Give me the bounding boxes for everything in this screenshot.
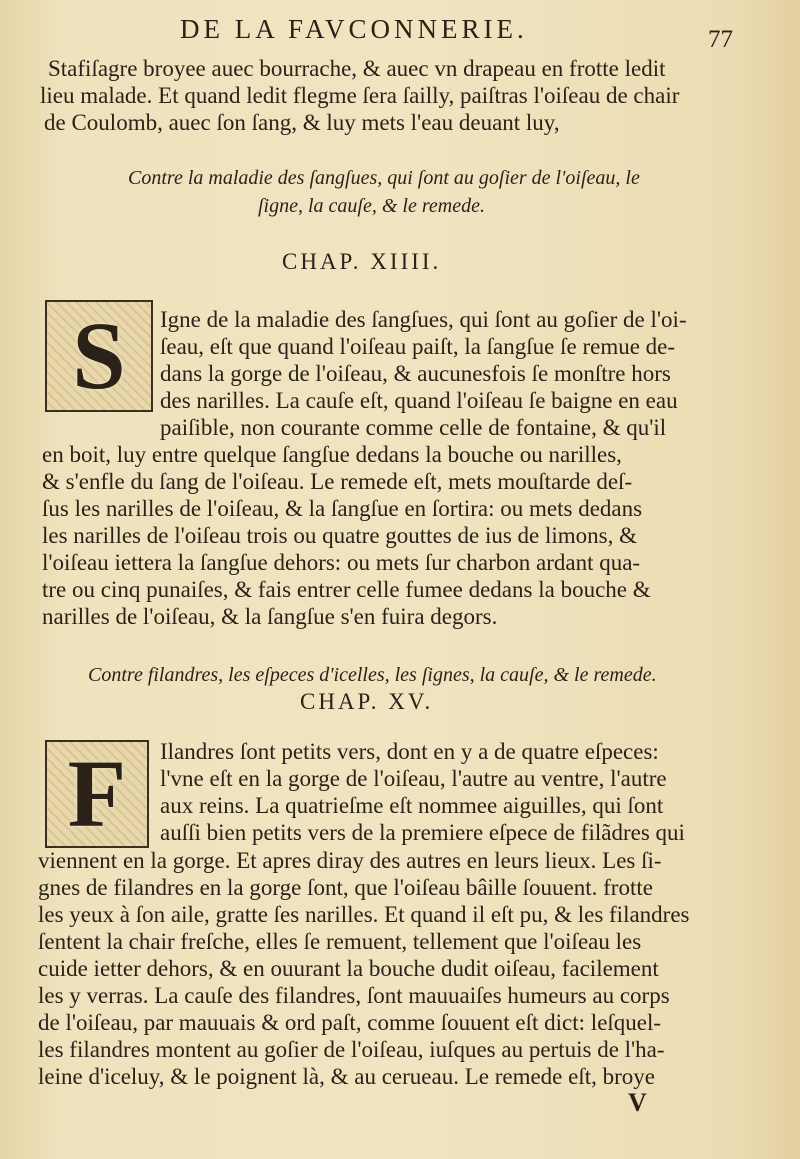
text-line: viennent en la gorge. Et apres diray des autres en leurs lieux. Les ſi- (38, 848, 662, 873)
text-line: & s'enfle du ſang de l'oiſeau. Le remede eſt, mets mouſtarde deſ- (42, 469, 633, 494)
section-heading: ſigne, la cauſe, & le remede. (258, 195, 485, 217)
section-heading: Contre filandres, les eſpeces d'icelles, les ſignes, la cauſe, & le remede. (88, 664, 657, 686)
drop-cap (45, 300, 153, 412)
text-line: dans la gorge de l'oiſeau, & aucunesfois ſe monſtre hors (160, 361, 671, 386)
signature-mark: V (628, 1088, 647, 1117)
text-line: Ilandres ſont petits vers, dont en y a de quatre eſpeces: (160, 739, 659, 764)
text-line: lieu malade. Et quand ledit flegme ſera ſailly, paiſtras l'oiſeau de chair (40, 83, 680, 108)
text-line: narilles de l'oiſeau, & la ſangſue s'en fuira degors. (42, 604, 498, 629)
text-line: de Coulomb, auec ſon ſang, & luy mets l'eau deuant luy, (44, 110, 560, 135)
drop-cap-letter: S (72, 302, 126, 409)
text-line: auſſi bien petits vers de la premiere eſpece de filãdres qui (160, 820, 685, 845)
drop-cap-letter: F (67, 740, 127, 847)
text-line: Igne de la maladie des ſangſues, qui ſont au goſier de l'oi- (160, 307, 687, 332)
text-line: aux reins. La quatrieſme eſt nommee aiguilles, qui ſont (160, 793, 664, 818)
text-line: tre ou cinq punaiſes, & fais entrer celle fumee dedans la bouche & (42, 577, 651, 602)
text-line: ſus les narilles de l'oiſeau, & la ſangſue en ſortira: ou mets dedans (42, 496, 643, 521)
text-line: les narilles de l'oiſeau trois ou quatre gouttes de ius de limons, & (42, 523, 638, 548)
text-line: les filandres montent au goſier de l'oiſeau, iuſques au pertuis de l'ha- (38, 1037, 665, 1062)
section-heading: Contre la maladie des ſangſues, qui ſont au goſier de l'oiſeau, le (128, 167, 640, 189)
text-line: des narilles. La cauſe eſt, quand l'oiſeau ſe baigne en eau (160, 388, 678, 413)
text-line: gnes de filandres en la gorge ſont, que l'oiſeau bâille ſouuent. frotte (38, 875, 653, 900)
running-title: DE LA FAVCONNERIE. (180, 14, 528, 44)
text-line: en boit, luy entre quelque ſangſue dedans la bouche ou narilles, (42, 442, 622, 467)
text-line: paiſible, non courante comme celle de fontaine, & qu'il (160, 415, 667, 440)
text-line: de l'oiſeau, par mauuais & ord paſt, comme ſouuent eſt dict: leſquel- (38, 1010, 662, 1035)
text-line: ſentent la chair freſche, elles ſe remuent, tellement que l'oiſeau les (38, 929, 642, 954)
text-line: leine d'iceluy, & le poignent là, & au cerueau. Le remede eſt, broye (38, 1064, 656, 1089)
text-line: Stafiſagre broyee auec bourrache, & auec vn drapeau en frotte ledit (48, 56, 666, 81)
chapter-title: CHAP. XIIII. (282, 249, 442, 274)
text-line: les y verras. La cauſe des filandres, ſont mauuaiſes humeurs au corps (38, 983, 670, 1008)
text-line: ſeau, eſt que quand l'oiſeau paiſt, la ſangſue ſe remue de- (160, 334, 676, 359)
text-line: cuide ietter dehors, & en ouurant la bouche dudit oiſeau, facilement (38, 956, 659, 981)
chapter-title: CHAP. XV. (300, 689, 434, 714)
text-line: l'vne eſt en la gorge de l'oiſeau, l'autre au ventre, l'autre (160, 766, 667, 791)
text-line: l'oiſeau iettera la ſangſue dehors: ou mets ſur charbon ardant qua- (42, 550, 641, 575)
drop-cap (45, 740, 149, 848)
page-number: 77 (708, 26, 733, 53)
text-line: les yeux à ſon aile, gratte ſes narilles. Et quand il eſt pu, & les filandres (38, 902, 690, 927)
page-header (0, 12, 800, 52)
